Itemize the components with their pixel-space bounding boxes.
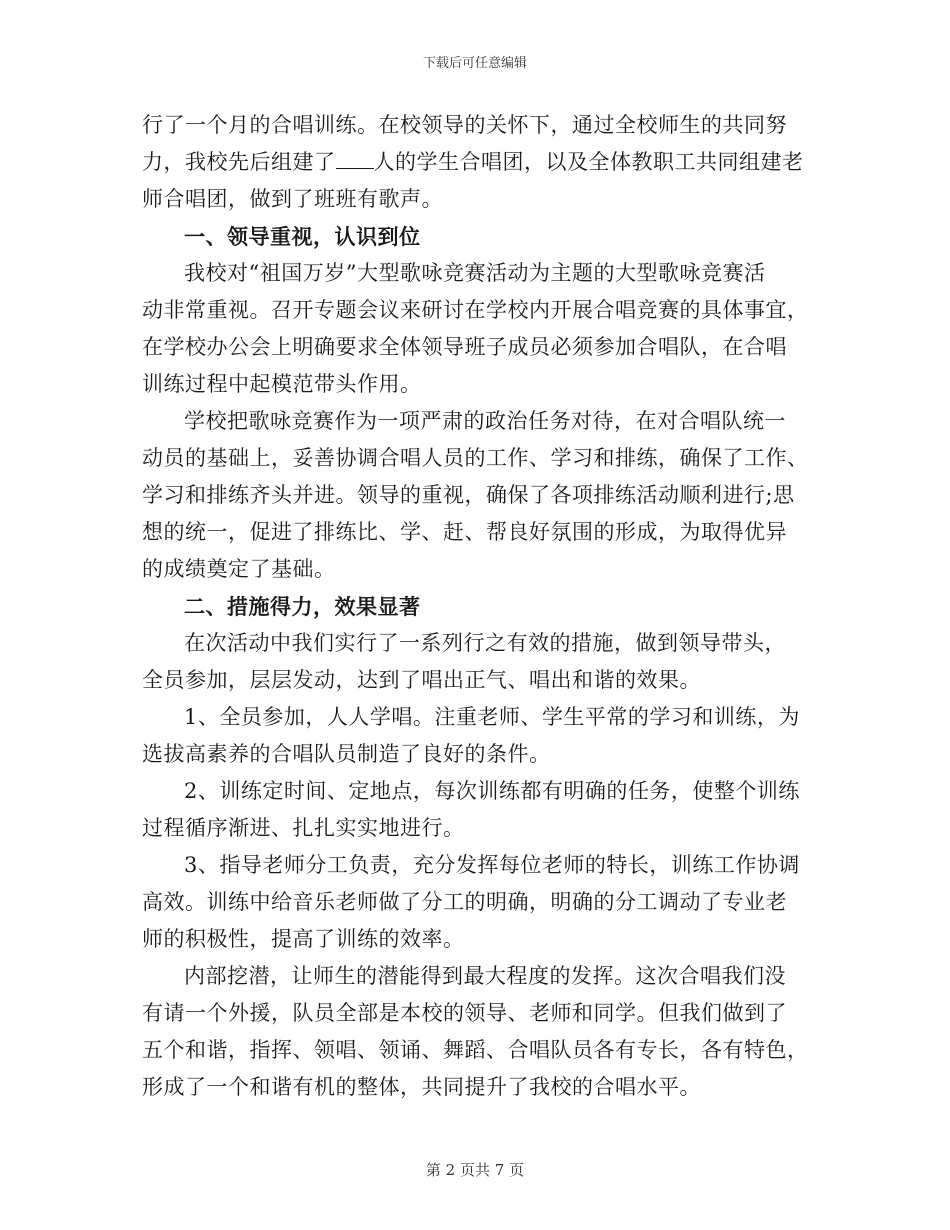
paragraph-line: 训练过程中起模范带头作用。 — [142, 372, 422, 396]
text-segment: 人的学生合唱团，以及全体教职工共同组建老 — [373, 150, 804, 174]
paragraph-line: 的成绩奠定了基础。 — [142, 557, 336, 581]
paragraph-line — [142, 144, 814, 181]
paragraph-line: 全员参加，层层发动，达到了唱出正气、唱出和谐的效果。 — [142, 668, 701, 692]
paragraph-line: 学校把歌咏竞赛作为一项严肃的政治任务对待，在对合唱队统一 — [184, 409, 786, 433]
paragraph-line: 师合唱团，做到了班班有歌声。 — [142, 187, 443, 211]
paragraph-line: 形成了一个和谐有机的整体，共同提升了我校的合唱水平。 — [142, 1075, 701, 1099]
fill-in-blank — [336, 148, 374, 169]
paragraph-line: 内部挖潜，让师生的潜能得到最大程度的发挥。这次合唱我们没 — [184, 964, 786, 988]
paragraph-line: 动员的基础上，妥善协调合唱人员的工作、学习和排练，确保了工作、 — [142, 446, 809, 470]
paragraph-line: 有请一个外援，队员全部是本校的领导、老师和同学。但我们做到了 — [142, 1001, 787, 1025]
paragraph-line: 3、指导老师分工负责，充分发挥每位老师的特长，训练工作协调 — [184, 853, 800, 877]
section-heading: 一、领导重视，认识到位 — [184, 224, 421, 249]
paragraph-line: 师的积极性，提高了训练的效率。 — [142, 927, 465, 951]
text-segment: 力，我校先后组建了 — [142, 150, 336, 174]
paragraph-line: 行了一个月的合唱训练。在校领导的关怀下，通过全校师生的共同努 — [142, 113, 787, 137]
page-header: 下载后可任意编辑 — [422, 56, 527, 71]
paragraph-line: 动非常重视。召开专题会议来研讨在学校内开展合唱竞赛的具体事宜， — [142, 298, 809, 322]
paragraph-line: 学习和排练齐头并进。领导的重视，确保了各项排练活动顺利进行;思 — [142, 483, 795, 507]
paragraph-line: 2、训练定时间、定地点，每次训练都有明确的任务，使整个训练 — [184, 779, 800, 803]
paragraph-line: 1、全员参加，人人学唱。注重老师、学生平常的学习和训练，为 — [184, 705, 800, 729]
paragraph-line: 在学校办公会上明确要求全体领导班子成员必须参加合唱队，在合唱 — [142, 335, 787, 359]
paragraph-line: 在次活动中我们实行了一系列行之有效的措施，做到领导带头， — [184, 631, 786, 655]
paragraph-line: 过程循序渐进、扎扎实实地进行。 — [142, 816, 465, 840]
page-footer: 第 2 页共 7 页 — [425, 1161, 525, 1179]
paragraph-line: 想的统一，促进了排练比、学、赶、帮良好氛围的形成，为取得优异 — [142, 520, 787, 544]
paragraph-line: 选拔高素养的合唱队员制造了良好的条件。 — [142, 742, 551, 766]
paragraph-line: 五个和谐，指挥、领唱、领诵、舞蹈、合唱队员各有专长，各有特色， — [142, 1038, 809, 1062]
paragraph-line: 我校对“祖国万岁”大型歌咏竞赛活动为主题的大型歌咏竞赛活 — [184, 261, 766, 285]
paragraph-line: 高效。训练中给音乐老师做了分工的明确，明确的分工调动了专业老 — [142, 890, 787, 914]
section-heading: 二、措施得力，效果显著 — [184, 594, 421, 619]
document-body — [142, 107, 814, 1106]
